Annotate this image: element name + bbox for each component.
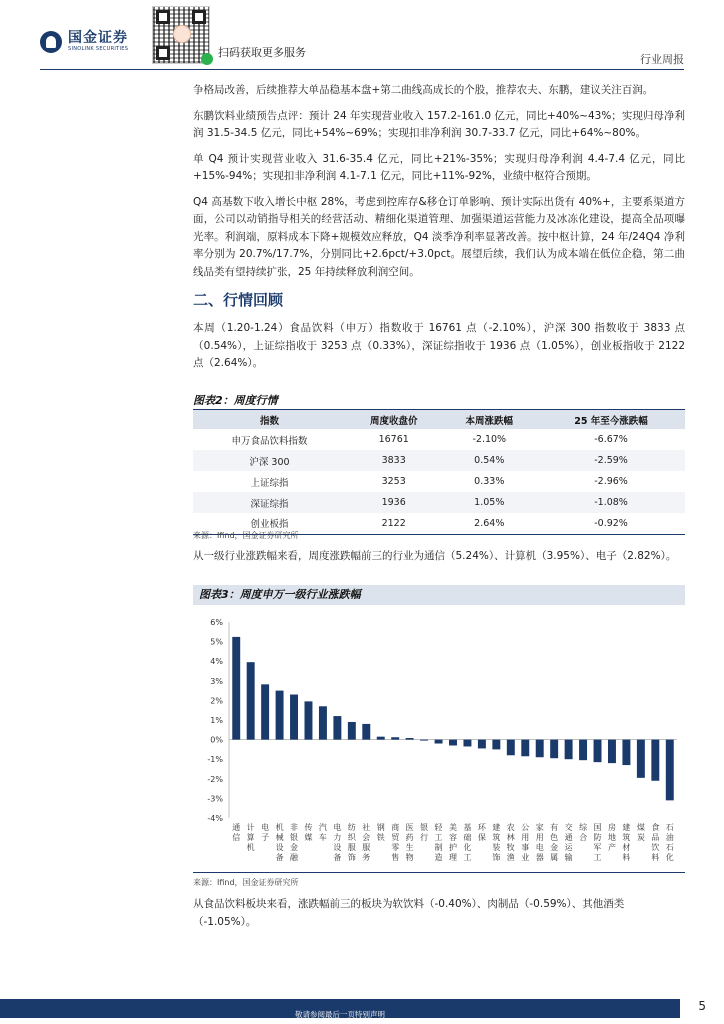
bar-石油石化 bbox=[666, 740, 674, 801]
weekly-market-table bbox=[193, 410, 685, 535]
x-tick-label: 社会服务 bbox=[362, 823, 371, 862]
header-divider bbox=[40, 69, 684, 70]
table-cell: 1936 bbox=[346, 492, 442, 513]
chart-bottom-rule bbox=[193, 872, 685, 873]
bar-商贸零售 bbox=[391, 737, 399, 739]
bar-计算机 bbox=[247, 662, 255, 739]
page-header bbox=[0, 0, 724, 70]
bar-环保 bbox=[478, 740, 486, 749]
x-tick-label: 传媒 bbox=[304, 823, 313, 842]
bar-有色金属 bbox=[550, 740, 558, 759]
table-cell: 深证综指 bbox=[193, 492, 346, 513]
y-tick-label: 6% bbox=[210, 618, 223, 627]
bar-食品饮料 bbox=[651, 740, 659, 781]
x-tick-label: 农林牧渔 bbox=[506, 823, 515, 862]
bar-轻工制造 bbox=[435, 740, 443, 744]
table-source: 来源：Ifind，国金证券研究所 bbox=[193, 531, 299, 540]
bar-钢铁 bbox=[377, 737, 385, 740]
qr-caption: 扫码获取更多服务 bbox=[218, 46, 306, 59]
report-type: 行业周报 bbox=[640, 53, 684, 66]
industry-bar-chart bbox=[193, 610, 685, 872]
table-cell: -2.96% bbox=[537, 471, 685, 492]
table-cell: 0.54% bbox=[441, 450, 537, 471]
x-tick-label: 有色金属 bbox=[550, 823, 559, 862]
paragraph-5: 本周（1.20-1.24）食品饮料（申万）指数收于 16761 点（-2.10%），沪深 300 指数收于 3833 点（0.54%），上证综指收于 3253 点（0.33%），深证综指收于 1936 点（1.05%），创业板指收于 2122 点（2.64%）。 bbox=[193, 322, 685, 369]
x-tick-label: 房地产 bbox=[607, 823, 616, 852]
table-cell: -2.10% bbox=[441, 429, 537, 450]
y-tick-label: 0% bbox=[210, 735, 223, 745]
company-logo bbox=[40, 29, 128, 55]
bar-家用电器 bbox=[536, 740, 544, 758]
table-cell: -1.08% bbox=[537, 492, 685, 513]
y-tick-label: -2% bbox=[207, 774, 223, 784]
table-cell: 沪深 300 bbox=[193, 450, 346, 471]
y-tick-label: -4% bbox=[207, 814, 223, 823]
x-tick-label: 计算机 bbox=[246, 823, 255, 852]
x-tick-label: 通信 bbox=[232, 823, 241, 842]
logo-cn: 国金证券 bbox=[68, 30, 128, 46]
bar-医药生物 bbox=[406, 738, 414, 740]
x-tick-label: 交通运输 bbox=[564, 823, 573, 862]
x-tick-label: 综合 bbox=[579, 823, 588, 842]
bar-机械设备 bbox=[276, 691, 284, 740]
x-tick-label: 建筑装饰 bbox=[492, 823, 501, 862]
x-tick-label: 商贸零售 bbox=[391, 823, 400, 862]
table-row bbox=[193, 429, 685, 450]
x-tick-label: 煤炭 bbox=[636, 823, 645, 842]
paragraph-6: 从一级行业涨跌幅来看，周度涨跌幅前三的行业为通信（5.24%）、计算机（3.95%）、电子（2.82%）。 bbox=[193, 550, 677, 562]
table-cell: 申万食品饮料指数 bbox=[193, 429, 346, 450]
bar-纺织服饰 bbox=[348, 722, 356, 740]
bar-银行 bbox=[420, 740, 428, 741]
bar-传媒 bbox=[305, 701, 313, 739]
bar-交通运输 bbox=[565, 740, 573, 760]
y-tick-label: 1% bbox=[210, 716, 223, 725]
x-tick-label: 银行 bbox=[420, 823, 429, 842]
x-tick-label: 建筑材料 bbox=[622, 823, 631, 862]
page-footer bbox=[0, 993, 724, 1024]
x-tick-label: 轻工制造 bbox=[434, 823, 443, 862]
paragraph-1: 争格局改善，后续推荐大单品稳基本盘+第二曲线高成长的个股，推荐农夫、东鹏，建议关注百润。 bbox=[193, 84, 654, 96]
table-cell: 3833 bbox=[346, 450, 442, 471]
x-tick-label: 机械设备 bbox=[275, 823, 284, 862]
bar-公用事业 bbox=[521, 740, 529, 757]
table-cell: 3253 bbox=[346, 471, 442, 492]
bar-综合 bbox=[579, 740, 587, 761]
table-cell: 2.64% bbox=[441, 513, 537, 534]
chart-source: 来源：Ifind，国金证券研究所 bbox=[193, 878, 299, 887]
x-tick-label: 环保 bbox=[477, 823, 486, 842]
x-tick-label: 钢铁 bbox=[376, 823, 385, 842]
page-number: 5 bbox=[698, 999, 706, 1013]
x-tick-label: 食品饮料 bbox=[651, 823, 660, 862]
table-row bbox=[193, 492, 685, 513]
footer-bar bbox=[0, 999, 680, 1018]
bar-基础化工 bbox=[463, 740, 471, 747]
table-cell: 1.05% bbox=[441, 492, 537, 513]
paragraph-7: 从食品饮料板块来看，涨跌幅前三的板块为软饮料（-0.40%）、肉制品（-0.59%）、其他酒类（-1.05%）。 bbox=[193, 898, 625, 928]
table-cell: 创业板指 bbox=[193, 513, 346, 534]
table-cell: -0.92% bbox=[537, 513, 685, 534]
table-header: 周度收盘价 bbox=[346, 410, 442, 429]
y-tick-label: 3% bbox=[210, 676, 223, 686]
bar-农林牧渔 bbox=[507, 740, 515, 756]
bar-社会服务 bbox=[362, 724, 370, 740]
x-tick-label: 基础化工 bbox=[463, 823, 472, 862]
x-tick-label: 医药生物 bbox=[405, 823, 414, 862]
table-caption: 图表2：周度行情 bbox=[193, 394, 278, 407]
x-tick-label: 石油石化 bbox=[665, 823, 674, 862]
table-cell: -2.59% bbox=[537, 450, 685, 471]
bar-煤炭 bbox=[637, 740, 645, 778]
bar-建筑材料 bbox=[622, 740, 630, 765]
logo-en: SINOLINK SECURITIES bbox=[68, 46, 129, 52]
bar-汽车 bbox=[319, 706, 327, 739]
bar-美容护理 bbox=[449, 740, 457, 746]
table-row bbox=[193, 450, 685, 471]
footer-disclaimer: 敬请参阅最后一页特别声明 bbox=[295, 1010, 385, 1019]
y-tick-label: -3% bbox=[207, 794, 223, 804]
table-cell: 16761 bbox=[346, 429, 442, 450]
y-tick-label: 2% bbox=[210, 696, 223, 706]
x-tick-label: 电力设备 bbox=[333, 823, 342, 862]
table-cell: 2122 bbox=[346, 513, 442, 534]
paragraph-3: 单 Q4 预计实现营业收入 31.6-35.4 亿元，同比+21%-35%；实现归母净利润 4.4-7.4 亿元，同比+15%-94%；实现扣非净利润 4.1-7.1 亿元，同比+11%-92%，业绩中枢符合预期。 bbox=[193, 152, 685, 182]
x-tick-label: 汽车 bbox=[318, 823, 327, 842]
y-tick-label: 4% bbox=[210, 657, 223, 667]
table-cell: -6.67% bbox=[537, 429, 685, 450]
wechat-icon bbox=[201, 53, 213, 65]
bar-国防军工 bbox=[594, 740, 602, 763]
bar-房地产 bbox=[608, 740, 616, 764]
qr-code-icon[interactable] bbox=[152, 6, 210, 64]
y-tick-label: -1% bbox=[207, 755, 223, 765]
x-tick-label: 美容护理 bbox=[449, 823, 457, 862]
table-row bbox=[193, 471, 685, 492]
paragraph-4: Q4 高基数下收入增长中枢 28%，考虑到控库存&移仓订单影响、预计实际出货有 40%+，主要系渠道方面，公司以动销指导相关的经营活动、精细化渠道管理、加强渠道运营能力及冰冻化建设，提高全品项曝光率。利润端，原料成本下降+规模效应释放，Q4 淡季净利率显著改善。按中枢计算，24 年/24Q4 净利率分别为 20.7%/17.7%，分别同比+2.6pct/+3.0pct。展望后续，我们认为成本端在低位企稳，第二曲线品类有望持续扩张，25 年持续释放利润空间。 bbox=[193, 195, 685, 278]
x-tick-label: 家用电器 bbox=[535, 823, 544, 862]
bar-电子 bbox=[261, 684, 269, 739]
report-body bbox=[193, 82, 685, 381]
section-title: 二、行情回顾 bbox=[193, 291, 284, 309]
logo-icon bbox=[40, 31, 62, 53]
y-tick-label: 5% bbox=[210, 637, 223, 647]
table-cell: 0.33% bbox=[441, 471, 537, 492]
x-tick-label: 国防军工 bbox=[593, 823, 602, 862]
bar-通信 bbox=[232, 637, 240, 740]
table-header: 本周涨跌幅 bbox=[441, 410, 537, 429]
table-header: 指数 bbox=[193, 410, 346, 429]
paragraph-2: 东鹏饮料业绩预告点评：预计 24 年实现营业收入 157.2-161.0 亿元，同比+40%~43%；实现归母净利润 31.5-34.5 亿元，同比+54%~69%；实现扣非净利润 30.7-33.7 亿元，同比+64%~80%。 bbox=[193, 109, 685, 139]
chart-caption: 图表3：周度申万一级行业涨跌幅 bbox=[193, 585, 685, 605]
x-tick-label: 纺织服饰 bbox=[347, 823, 356, 862]
x-tick-label: 电子 bbox=[261, 823, 270, 842]
bar-建筑装饰 bbox=[492, 740, 500, 750]
table-cell: 上证综指 bbox=[193, 471, 346, 492]
x-tick-label: 非银金融 bbox=[290, 823, 299, 862]
x-tick-label: 公用事业 bbox=[521, 823, 530, 862]
bar-电力设备 bbox=[333, 716, 341, 740]
table-header: 25 年至今涨跌幅 bbox=[537, 410, 685, 429]
bar-非银金融 bbox=[290, 695, 298, 740]
